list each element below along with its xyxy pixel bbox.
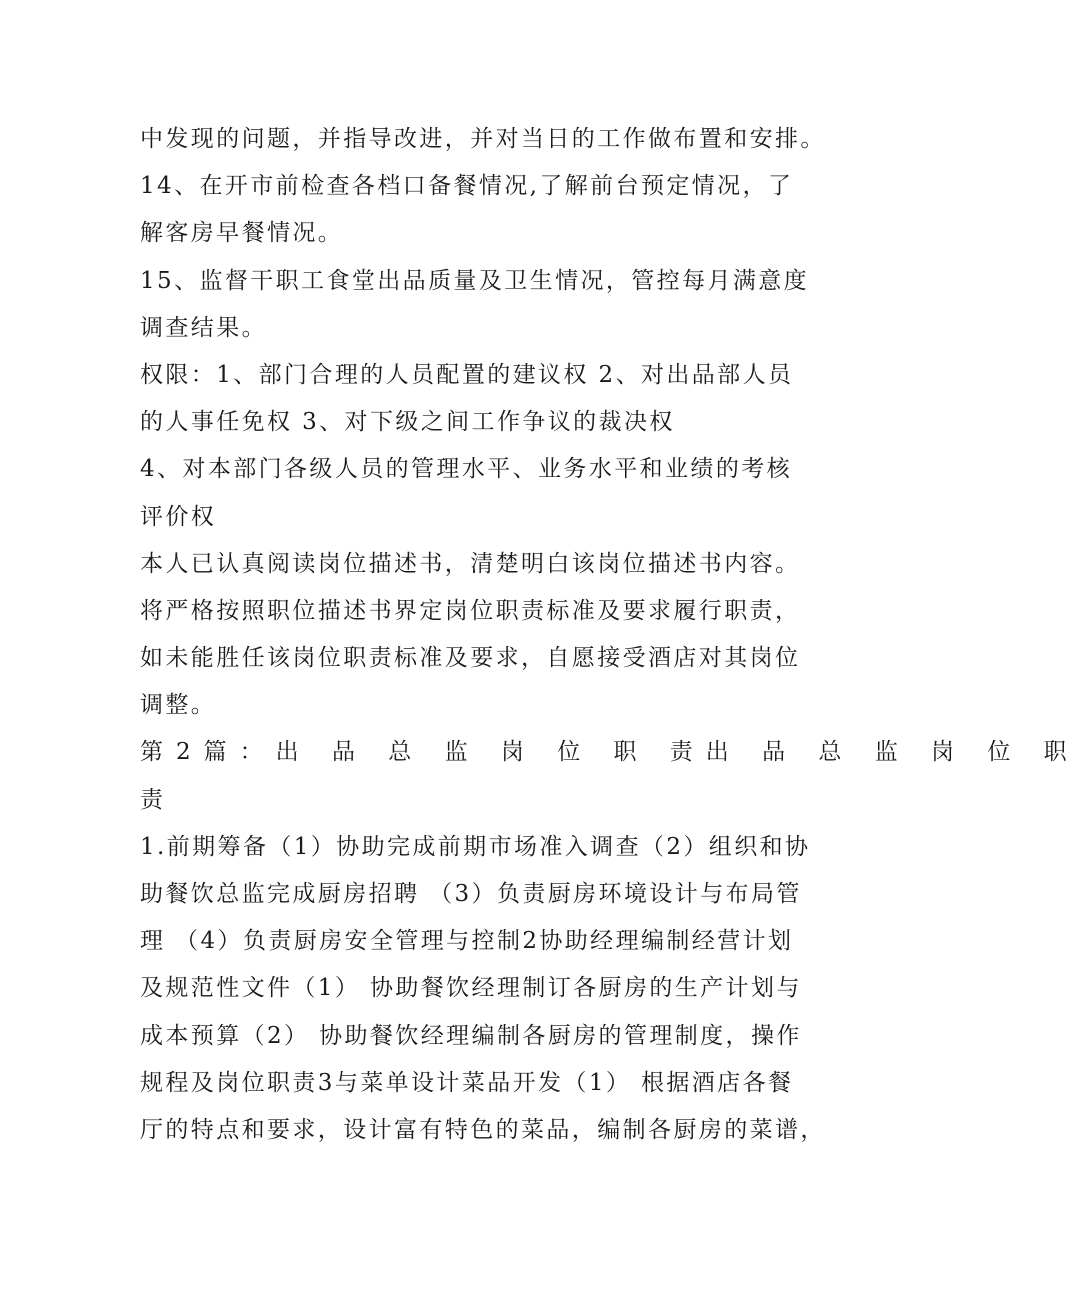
text-line: 及规范性文件（1） 协助餐饮经理制订各厨房的生产计划与 xyxy=(140,975,802,1002)
text-line: 规程及岗位职责3与菜单设计菜品开发（1） 根据酒店各餐 xyxy=(140,1069,794,1096)
text-line: 调整。 xyxy=(140,692,217,719)
document-body xyxy=(140,116,1080,1154)
section-heading: 第2篇：出 品 总 监 岗 位 职 责出 品 总 监 岗 位 职 xyxy=(140,739,1080,766)
text-line: 调查结果。 xyxy=(140,314,267,341)
text-line: 厅的特点和要求，设计富有特色的菜品，编制各厨房的菜谱， xyxy=(140,1116,826,1143)
text-line: 14、在开市前检查各档口备餐情况,了解前台预定情况，了 xyxy=(140,173,794,200)
text-line: 的人事任免权 3、对下级之间工作争议的裁决权 xyxy=(140,409,675,436)
text-line: 本人已认真阅读岗位描述书，清楚明白该岗位描述书内容。 xyxy=(140,550,801,577)
text-line: 理 （4）负责厨房安全管理与控制2协助经理编制经营计划 xyxy=(140,928,794,955)
text-line: 4、对本部门各级人员的管理水平、业务水平和业绩的考核 xyxy=(140,456,793,483)
text-line: 将严格按照职位描述书界定岗位职责标准及要求履行职责， xyxy=(140,597,801,624)
text-line: 权限：1、部门合理的人员配置的建议权 2、对出品部人员 xyxy=(140,361,794,388)
text-line: 中发现的问题，并指导改进，并对当日的工作做布置和安排。 xyxy=(140,126,826,152)
text-line: 评价权 xyxy=(140,503,217,530)
text-line: 1.前期筹备（1）协助完成前期市场准入调查（2）组织和协 xyxy=(140,833,811,860)
text-line: 责 xyxy=(140,786,166,813)
text-line: 成本预算（2） 协助餐饮经理编制各厨房的管理制度，操作 xyxy=(140,1022,802,1049)
text-line: 助餐饮总监完成厨房招聘 （3）负责厨房环境设计与布局管 xyxy=(140,881,802,907)
text-line: 解客房早餐情况。 xyxy=(140,220,344,247)
text-line: 15、监督干职工食堂出品质量及卫生情况，管控每月满意度 xyxy=(140,267,810,294)
text-line: 如未能胜任该岗位职责标准及要求，自愿接受酒店对其岗位 xyxy=(140,645,801,672)
